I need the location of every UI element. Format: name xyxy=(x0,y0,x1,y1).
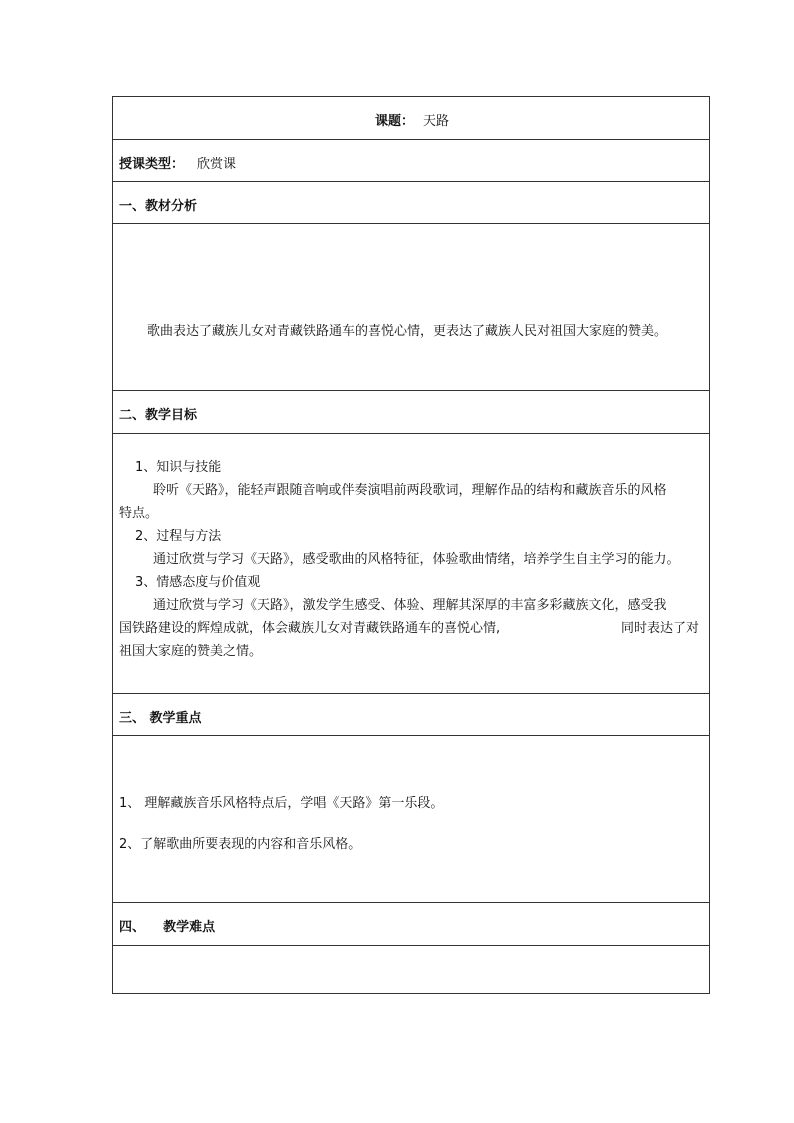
objective-title: 3、情感态度与价值观 xyxy=(135,575,261,590)
objective-title: 2、过程与方法 xyxy=(135,529,222,544)
objective-line-split xyxy=(119,617,703,640)
objective-line: 聆听《天路》，能轻声跟随音响或伴奏演唱前两段歌词，理解作品的结构和藏族音乐的风格 xyxy=(153,483,667,498)
objective-line: 通过欣赏与学习《天路》，激发学生感受、体验、理解其深厚的丰富多彩藏族文化，感受我 xyxy=(153,598,667,613)
section1-body-row xyxy=(113,224,709,391)
section1-heading-row xyxy=(113,182,709,224)
lesson-plan-table xyxy=(112,96,710,994)
lesson-type-label: 授课类型： xyxy=(119,157,185,172)
section3-heading-row xyxy=(113,694,709,736)
section2-heading: 二、教学目标 xyxy=(119,408,198,423)
section2-heading-row xyxy=(113,391,709,434)
lesson-type-value: 欣赏课 xyxy=(197,157,237,172)
objective-line: 通过欣赏与学习《天路》，感受歌曲的风格特征，体验歌曲情绪，培养学生自主学习的能力。 xyxy=(153,552,680,567)
section1-heading: 一、教材分析 xyxy=(119,199,198,214)
objective-line-part: 同时表达了对 xyxy=(621,621,700,636)
objectives-block xyxy=(119,456,703,663)
key-point-item: 1、 理解藏族音乐风格特点后，学唱《天路》第一乐段。 xyxy=(119,796,444,811)
section2-body-row xyxy=(113,434,709,694)
section4-body-row xyxy=(113,946,709,993)
section4-heading-row xyxy=(113,903,709,946)
title-label: 课题： xyxy=(375,114,415,129)
section3-heading: 三、 教学重点 xyxy=(119,711,202,726)
objective-line-part: 国铁路建设的辉煌成就，体会藏族儿女对青藏铁路通车的喜悦心情, xyxy=(119,621,501,636)
section1-body: 歌曲表达了藏族儿女对青藏铁路通车的喜悦心情，更表达了藏族人民对祖国大家庭的赞美。 xyxy=(147,324,668,339)
title-row xyxy=(113,97,709,140)
objective-line: 特点。 xyxy=(119,506,159,521)
objective-line: 祖国大家庭的赞美之情。 xyxy=(119,644,263,659)
objective-title: 1、知识与技能 xyxy=(135,460,222,475)
lesson-type-row xyxy=(113,140,709,182)
section4-heading: 四、 教学难点 xyxy=(119,920,216,935)
section3-body-row xyxy=(113,736,709,903)
key-point-item: 2、了解歌曲所要表现的内容和音乐风格。 xyxy=(119,837,362,852)
title-value: 天路 xyxy=(423,114,450,129)
